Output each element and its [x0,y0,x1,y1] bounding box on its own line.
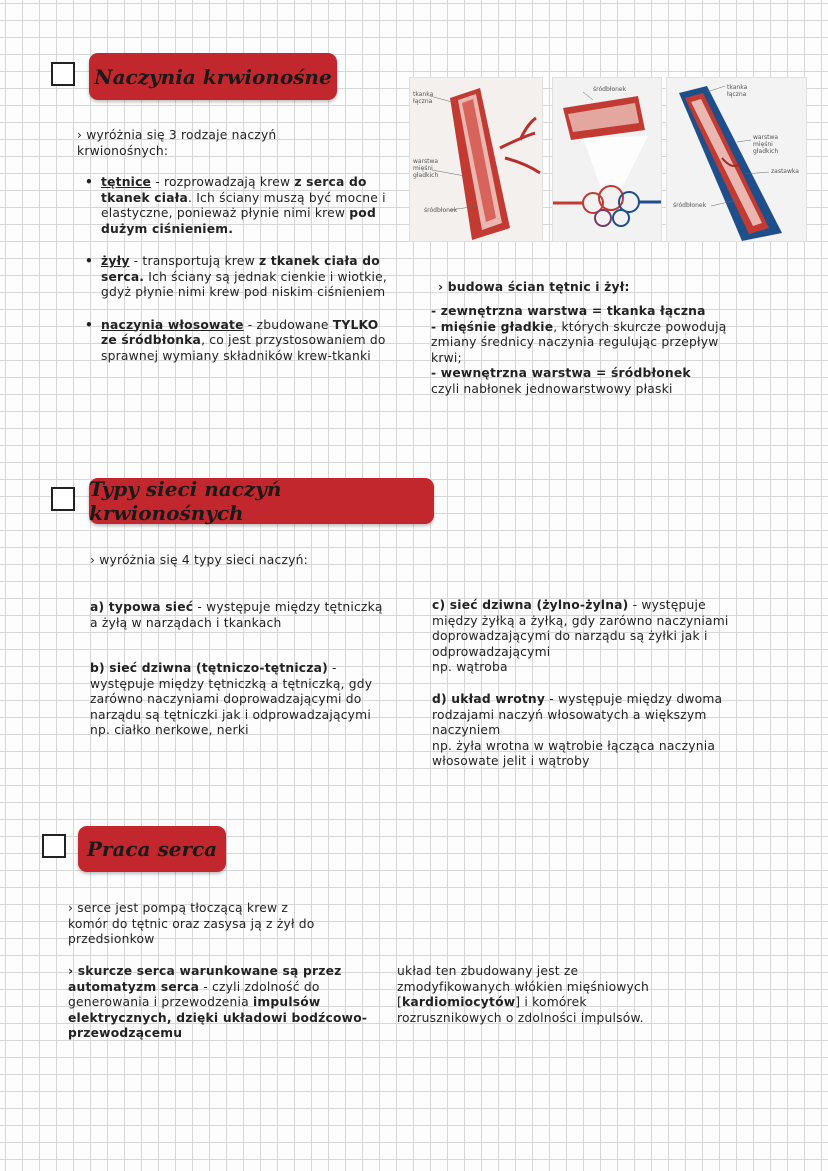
label-vein-muscle: warstwa mięśni gładkich [753,134,779,155]
label-vein-connective: tkanka łączna [727,84,748,98]
section2-title: Typy sieci naczyń krwionośnych [89,478,434,524]
wall-middle: - mięśnie gładkie, których skurcze powodują zmiany średnicy naczynia regulując przepływ krwi; [431,319,727,365]
network-type-b-example: np. ciałko nerkowe, nerki [90,723,249,737]
section3-intro: › serce jest pompą tłoczącą krew z komór do tętnic oraz zasysa ją z żył do przedsionkow [68,901,315,946]
label-artery-muscle: warstwa mięśni gładkich [413,158,439,179]
label-vein-endothelium: śródbłonek [673,202,707,209]
section3-checkbox[interactable] [42,834,66,858]
section1-checkbox[interactable] [51,62,75,86]
wall-inner-desc: czyli nabłonek jednowarstwowy płaski [431,381,673,396]
heart-automatism: › skurcze serca warunkowane są przez automatyzm serca - czyli zdolność do generowania i przewodzenia impulsów elektrycznych, dzięki układowi bodźcowo-przewodzącemu [68,964,368,1040]
capillary-illustration [553,78,661,241]
network-type-d-example: np. żyła wrotna w wątrobie łącząca naczynia włosowate jelit i wątroby [432,738,716,768]
vein-illustration [667,78,806,241]
section3-title: Praca serca [78,826,226,872]
section2-checkbox[interactable] [51,487,75,511]
vein-diagram [666,77,807,242]
network-type-c: c) sieć dziwna (żylno-żylna) - występuje między żyłką a żyłką, gdy zarówno naczyniami doprowadzającymi do narządu są żyłki jak i odprowadzającymi np. wątroba [432,598,752,676]
section1-intro: › wyróżnia się 3 rodzaje naczyń krwionośnych: [77,128,277,158]
list-item-veins: • żyły - transportują krew z tkanek ciała do serca. Ich ściany są jednak cienkie i wiotkie, gdyż płynie nimi krew pod niskim ciśnieniem [77,254,397,301]
wall-structure-heading: › budowa ścian tętnic i żył: [438,280,630,294]
network-type-b: b) sieć dziwna (tętniczo-tętnicza) - występuje między tętniczką a tętniczką, gdy zarówno naczyniami doprowadzającymi do narządu są tętniczki jak i odprowadzającymi np. ciałko nerkowe, nerki [90,661,375,739]
conduction-system: układ ten zbudowany jest ze zmodyfikowanych włókien mięśniowych [kardiomiocytów] i komórek rozrusznikowych o zdolności impulsów. [397,964,649,1025]
list-item-arteries: • tętnice - rozprowadzają krew z serca do tkanek ciała. Ich ściany muszą być mocne i elastyczne, ponieważ płynie nimi krew pod dużym ciśnieniem. [77,175,397,237]
capillary-diagram [552,77,662,242]
label-artery-connective: tkanka łączna [413,91,434,105]
label-artery-endothelium: śródbłonek [424,207,458,214]
network-type-a: a) typowa sieć - występuje między tętniczką a żyłą w narządach i tkankach [90,600,383,630]
network-type-c-example: np. wątroba [432,660,508,674]
artery-diagram [409,77,543,242]
label-vein-valve: zastawka [771,168,799,175]
label-capillary-endothelium: śródbłonek [593,86,627,93]
network-type-d: d) układ wrotny - występuje między dwoma rodzajami naczyń włosowatych a większym naczyniem np. żyła wrotna w wątrobie łącząca naczynia włosowate jelit i wątroby [432,692,752,770]
list-item-capillaries: • naczynia włosowate - zbudowane TYLKO ze śródbłonka, co jest przystosowaniem do sprawnej wymiany składników krew-tkanki [77,318,397,365]
section2-intro: › wyróżnia się 4 typy sieci naczyń: [90,553,308,567]
wall-structure-list [431,304,731,397]
section1-title: Naczynia krwionośne [89,53,337,100]
vessel-type-list [77,175,397,364]
wall-outer: - zewnętrzna warstwa = tkanka łączna [431,304,706,318]
wall-inner: - wewnętrzna warstwa = śródbłonek [431,366,691,380]
